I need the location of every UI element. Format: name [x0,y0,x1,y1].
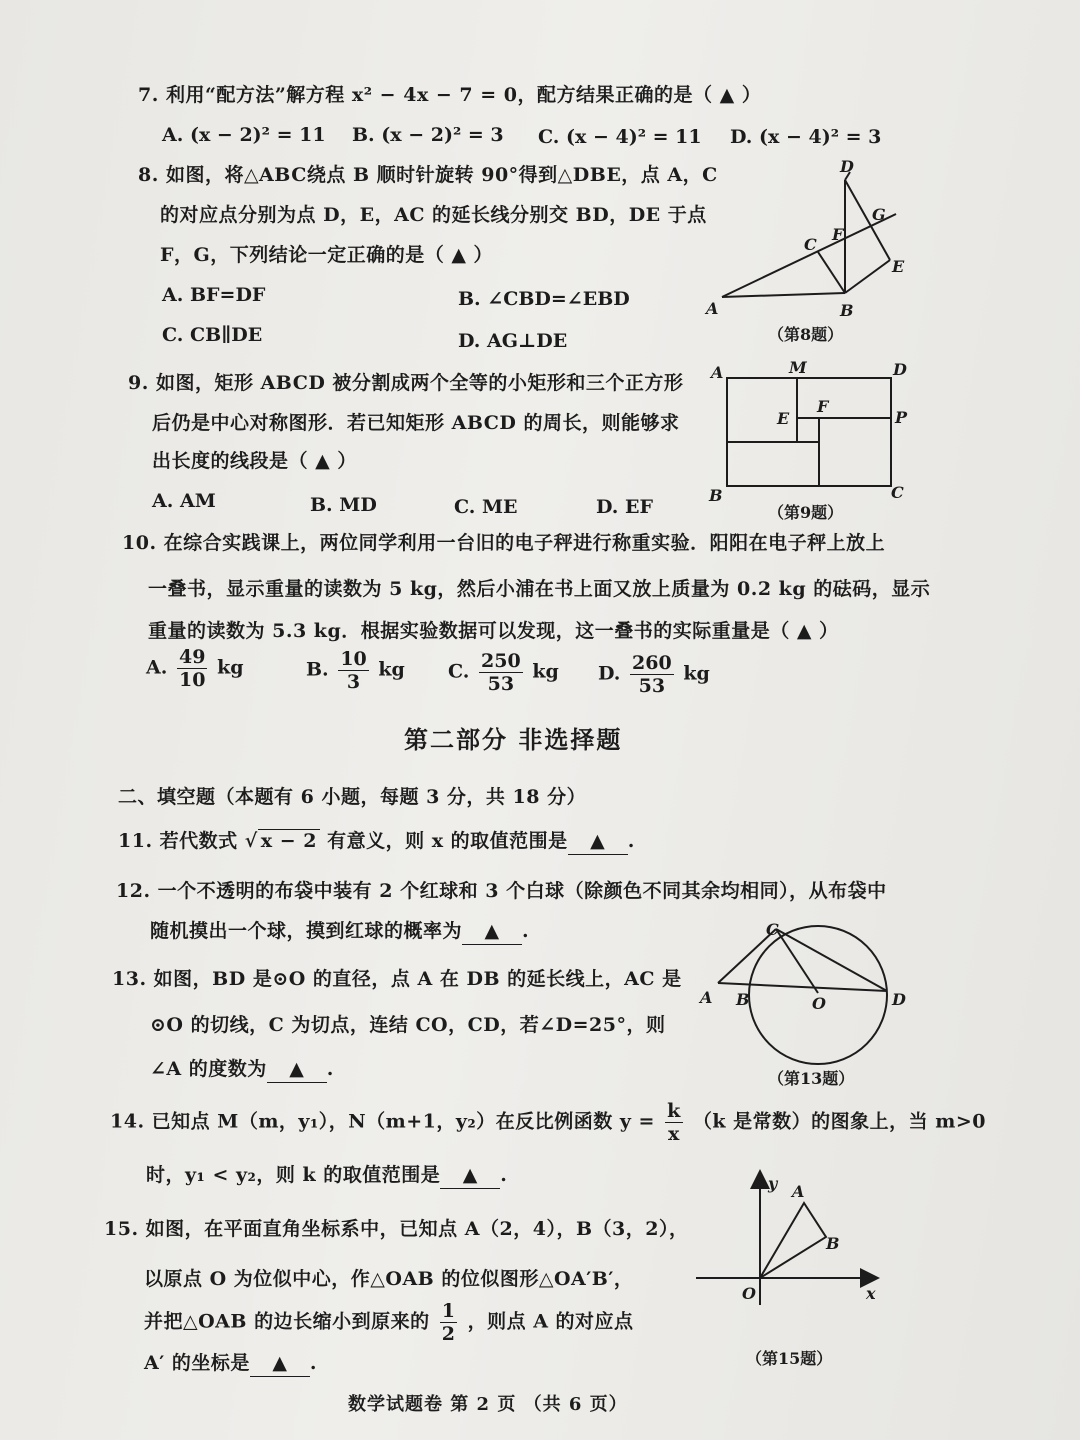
q9-figure [705,356,925,505]
q11-sqrt: √ x − 2 [245,829,320,852]
q15-figure-caption: （第15题） [746,1349,833,1368]
q12-end: . [522,920,530,942]
q10-option-d [598,652,710,697]
q8-label-c: C [804,235,817,254]
q10-option-b-fraction [338,648,368,693]
q9-line-2: 后仍是中心对称图形．若已知矩形 ABCD 的周长，则能够求 [152,412,680,434]
q10-option-a-num: 49 [178,646,206,668]
q8-label-f: F [832,225,844,244]
q11-pre: 11. 若代数式 [118,830,238,852]
q13-line-1: 13. 如图，BD 是⊙O 的直径，点 A 在 DB 的延长线上，AC 是 [112,968,682,990]
q15-label-y: y [768,1174,778,1193]
q9-option-a: A. AM [152,490,216,512]
q8-figure-caption: （第8题） [768,325,844,344]
q10-option-c-fraction [479,650,523,695]
q13-label-a: A [700,988,713,1007]
q14-answer-blank[interactable]: ▲ [440,1162,500,1189]
q7-option-c: C. (x − 4)² = 11 [538,126,702,148]
q7-option-b: B. (x − 2)² = 3 [352,124,504,146]
q8-line-1: 8. 如图，将△ABC绕点 B 顺时针旋转 90°得到△DBE，点 A，C [138,164,718,186]
q10-option-c-num: 250 [481,650,521,672]
q8-option-c: C. CB∥DE [162,324,263,346]
q8-label-g: G [872,205,886,224]
q11-end: . [627,830,635,852]
q9-line-1: 9. 如图，矩形 ABCD 被分割成两个全等的小矩形和三个正方形 [128,372,684,394]
q13-line-co [776,929,818,993]
q14-line-2-text: 时，y₁ < y₂，则 k 的取值范围是 [146,1164,441,1186]
q13-line-cd [776,929,887,991]
q9-label-d: D [893,360,907,379]
q13-line-3 [150,1056,334,1083]
q15-line-3 [144,1300,634,1345]
q9-label-b: B [709,486,723,505]
q10-option-a [146,646,244,691]
q9-label-e: E [777,409,790,428]
q11-radicand: x − 2 [258,829,320,852]
q7-option-a: A. (x − 2)² = 11 [162,124,326,146]
q13-label-d: D [892,990,906,1009]
q15-line-3-pre: 并把△OAB 的边长缩小到原来的 [144,1310,430,1333]
q10-option-c-den: 53 [487,673,515,695]
q11-line [118,828,635,855]
q9-rect-abcd [727,378,891,486]
q10-option-b [306,648,405,693]
q8-line-ab [722,293,845,297]
section2-title: 二、填空题（本题有 6 小题，每题 3 分，共 18 分） [118,786,587,808]
q10-option-a-unit: kg [217,656,244,679]
q10-option-d-letter: D. [598,662,621,685]
q10-line-2: 一叠书，显示重量的读数为 5 kg，然后小浦在书上面又放上质量为 0.2 kg 的砝码，显示 [148,578,931,600]
q10-option-c-unit: kg [532,660,559,683]
q13-line-3-text: ∠A 的度数为 [150,1058,267,1080]
q10-option-b-den: 3 [346,671,361,693]
q10-line-3: 重量的读数为 5.3 kg．根据实验数据可以发现，这一叠书的实际重量是（ ▲ ） [148,620,839,642]
q10-option-b-unit: kg [378,658,405,681]
q11-post: 有意义，则 x 的取值范围是 [327,830,568,852]
page-footer: 数学试题卷 第 2 页 （共 6 页） [348,1394,628,1415]
q13-label-b: B [736,990,750,1009]
q13-answer-blank[interactable]: ▲ [267,1056,327,1083]
q9-label-m: M [789,358,807,377]
q15-line-4 [144,1350,317,1377]
q8-label-e: E [892,257,905,276]
q9-option-b: B. MD [310,494,377,516]
q15-fraction [440,1300,458,1345]
q13-figure-caption: （第13题） [768,1069,855,1088]
q13-end: . [326,1058,334,1080]
q15-label-o: O [742,1284,756,1303]
q9-label-f: F [817,397,829,416]
q15-line-4-text: A′ 的坐标是 [144,1352,250,1374]
q9-option-c: C. ME [454,496,518,518]
q10-option-a-letter: A. [146,656,168,679]
q15-label-x: x [866,1284,876,1303]
q15-line-2: 以原点 O 为位似中心，作△OAB 的位似图形△OA′B′， [144,1268,634,1290]
q10-option-c-letter: C. [448,660,470,683]
q8-line-2: 的对应点分别为点 D，E，AC 的延长线分别交 BD，DE 于点 [160,204,707,226]
q10-option-d-unit: kg [683,662,710,685]
q14-post: （k 是常数）的图象上，当 m>0 [692,1110,987,1133]
q10-line-1: 10. 在综合实践课上，两位同学利用一台旧的电子秤进行称重实验．阳阳在电子秤上放上 [122,532,886,554]
q10-option-d-den: 53 [638,675,666,697]
q10-option-b-num: 10 [340,648,367,670]
q13-line-2: ⊙O 的切线，C 为切点，连结 CO，CD，若∠D=25°，则 [150,1014,666,1036]
q8-line-3: F，G，下列结论一定正确的是（ ▲ ） [160,244,494,266]
q15-end: . [309,1352,317,1374]
q10-option-a-fraction [177,646,207,691]
q15-frac-num: 1 [441,1300,456,1322]
q14-line-2 [146,1162,507,1189]
q8-line-ag [722,214,896,297]
q15-label-a: A [792,1182,805,1201]
q13-label-c: C [766,920,779,939]
q15-answer-blank[interactable]: ▲ [250,1350,310,1377]
q14-fraction [665,1100,683,1145]
q15-line-1: 15. 如图，在平面直角坐标系中，已知点 A（2，4），B（3，2）， [104,1218,689,1240]
q9-option-d: D. EF [596,496,653,518]
q14-line-1 [110,1100,986,1145]
q9-label-c: C [891,483,904,502]
q12-answer-blank[interactable]: ▲ [462,918,522,945]
q15-triangle-oab [760,1203,826,1278]
q9-line-3: 出长度的线段是（ ▲ ） [152,450,357,472]
q8-option-d: D. AG⊥DE [458,330,568,352]
q8-line-bc [818,252,845,293]
q9-label-p: P [895,408,908,427]
q12-line-1: 12. 一个不透明的布袋中装有 2 个红球和 3 个白球（除颜色不同其余均相同），从布袋中 [116,880,887,902]
q14-end: . [500,1164,508,1186]
q10-option-a-den: 10 [178,669,206,691]
q7-option-d: D. (x − 4)² = 3 [730,126,882,148]
q8-figure [700,150,930,350]
q8-option-b: B. ∠CBD=∠EBD [458,288,630,310]
q7-stem: 7. 利用“配方法”解方程 x² − 4x − 7 = 0，配方结果正确的是（ ▲ ） [138,84,762,106]
q8-option-a: A. BF=DF [162,284,266,306]
q9-label-a: A [711,363,724,382]
q11-answer-blank[interactable]: ▲ [568,828,628,855]
q15-figure [690,1165,890,1315]
q12-line-2-text: 随机摸出一个球，摸到红球的概率为 [150,920,463,942]
q13-figure [690,915,920,1065]
q14-pre: 14. 已知点 M（m，y₁），N（m+1，y₂）在反比例函数 y = [110,1110,655,1133]
q10-option-b-letter: B. [306,658,329,681]
q15-label-b: B [826,1234,840,1253]
q8-label-d: D [840,157,854,176]
q8-label-b: B [840,301,854,320]
q10-option-c [448,650,559,695]
q10-option-d-num: 260 [632,652,672,674]
part2-title: 第二部分 非选择题 [404,725,623,754]
q10-option-d-fraction [630,652,674,697]
q12-line-2 [150,918,529,945]
q14-frac-den: x [668,1123,680,1145]
q14-frac-num: k [667,1100,681,1122]
q15-line-3-post: ，则点 A 的对应点 [467,1310,634,1333]
q8-line-be [845,260,890,293]
q15-frac-den: 2 [441,1323,456,1345]
q13-label-o: O [812,994,826,1013]
q9-figure-caption: （第9题） [768,503,844,522]
q8-label-a: A [706,299,719,318]
